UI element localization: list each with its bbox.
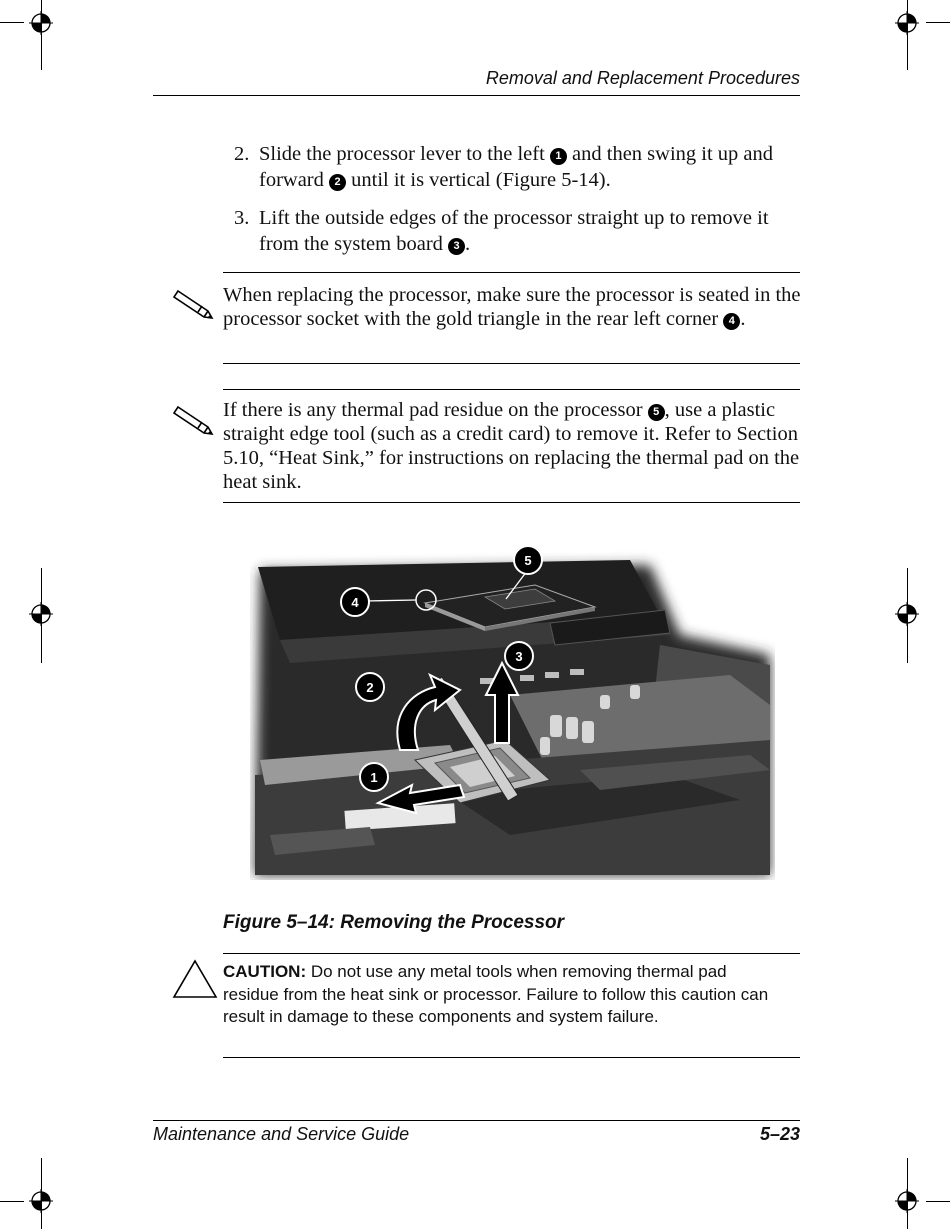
crop-line bbox=[41, 568, 42, 663]
crop-line bbox=[0, 1201, 24, 1202]
step-text: Slide the processor lever to the left 1 and then swing it up and forward 2 until it is vertical (Figure 5-14). bbox=[259, 143, 774, 191]
caution-triangle-icon bbox=[172, 958, 218, 1000]
svg-text:2: 2 bbox=[366, 680, 374, 695]
crop-line bbox=[41, 1158, 42, 1229]
page-number: 5–23 bbox=[759, 1124, 800, 1144]
running-head: Removal and Replacement Procedures bbox=[485, 68, 800, 88]
step-number: 3. bbox=[234, 207, 250, 229]
processor-removal-illustration bbox=[250, 545, 775, 880]
crop-line bbox=[907, 0, 908, 70]
step-3 bbox=[234, 205, 804, 257]
callout-4-icon: 4 bbox=[723, 313, 740, 330]
caution-label: CAUTION: bbox=[223, 962, 307, 981]
step-text: Lift the outside edges of the processor straight up to remove it from the system board 3 . bbox=[259, 207, 769, 255]
note-bottom-rule bbox=[223, 502, 800, 503]
crop-line bbox=[41, 0, 42, 70]
callout-1-icon: 1 bbox=[550, 148, 567, 165]
note-text: When replacing the processor, make sure the processor is seated in the processor socket with the gold triangle in the rear left corner 4 . bbox=[223, 284, 801, 330]
svg-text:3: 3 bbox=[515, 649, 523, 664]
caution-top-rule bbox=[223, 953, 800, 954]
crop-line bbox=[0, 22, 24, 23]
crop-line bbox=[907, 568, 908, 663]
note-top-rule bbox=[223, 389, 800, 390]
crop-line bbox=[907, 1158, 908, 1229]
pencil-note-icon bbox=[172, 287, 218, 321]
crop-line bbox=[926, 1201, 950, 1202]
footer-title: Maintenance and Service Guide bbox=[153, 1124, 410, 1144]
note-top-rule bbox=[223, 272, 800, 273]
caution-bottom-rule bbox=[223, 1057, 800, 1058]
crop-line bbox=[926, 22, 950, 23]
callout-3-icon: 3 bbox=[448, 238, 465, 255]
svg-text:4: 4 bbox=[351, 595, 359, 610]
figure-caption: Figure 5–14: Removing the Processor bbox=[223, 912, 565, 933]
caution-text: CAUTION: Do not use any metal tools when removing thermal pad residue from the heat sink or processor. Failure to follow this caution can result in damage to these components and system failure. bbox=[223, 962, 769, 1026]
pencil-note-icon bbox=[172, 403, 218, 437]
note-text: If there is any thermal pad residue on the processor 5 , use a plastic straight edge tool (such as a credit card) to remove it. Refer to Section 5.10, “Heat Sink,” for instructions on replacing the thermal pad on the heat sink. bbox=[223, 399, 800, 493]
note-bottom-rule bbox=[223, 363, 800, 364]
step-number: 2. bbox=[234, 143, 250, 165]
callout-2-icon: 2 bbox=[329, 174, 346, 191]
step-2 bbox=[234, 141, 804, 193]
header-rule bbox=[153, 95, 800, 96]
callout-5-icon: 5 bbox=[648, 404, 665, 421]
footer-rule bbox=[153, 1120, 800, 1121]
svg-text:1: 1 bbox=[370, 770, 378, 785]
svg-text:5: 5 bbox=[524, 553, 532, 568]
